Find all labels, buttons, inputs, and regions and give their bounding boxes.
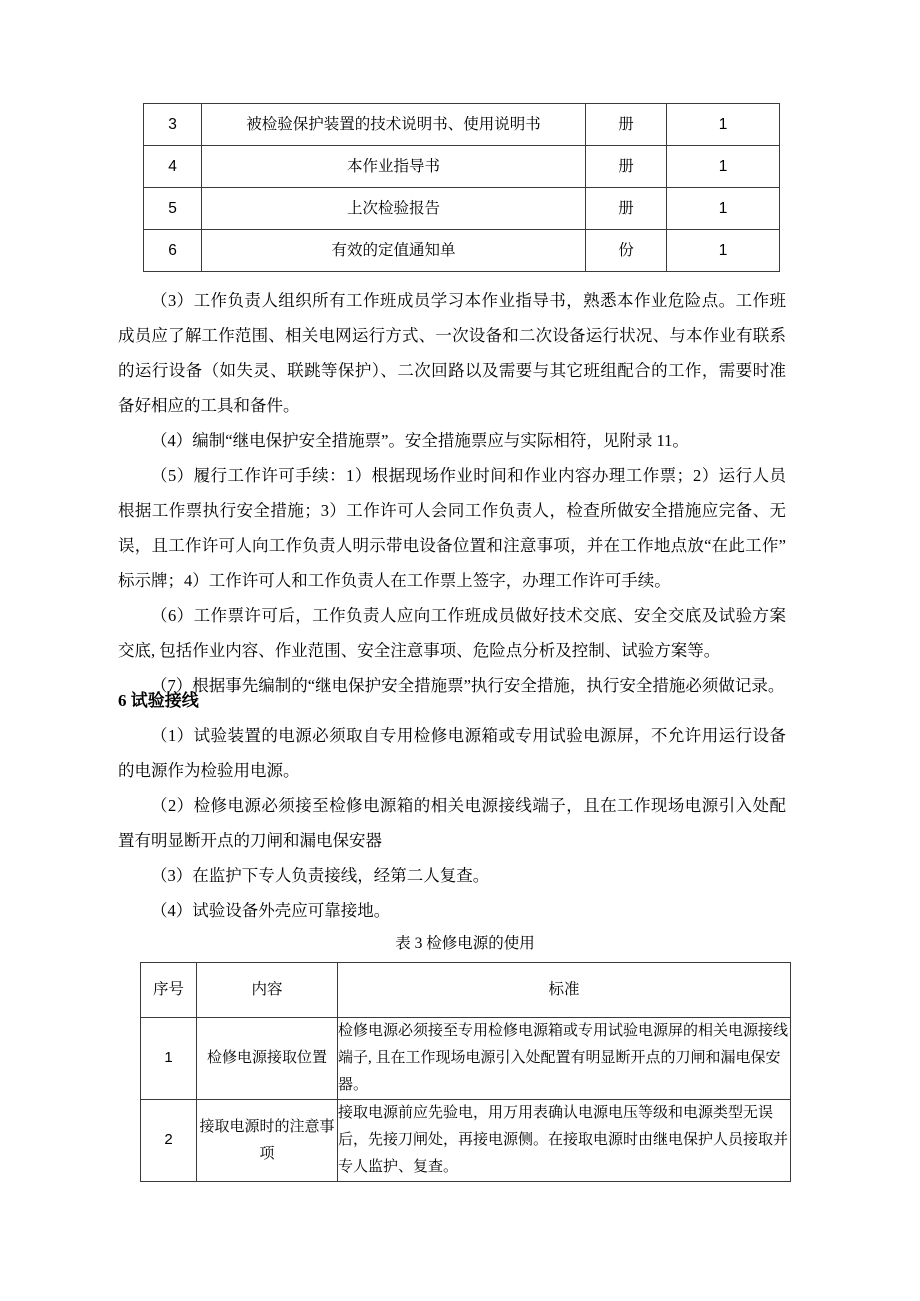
materials-row-qty: 1 xyxy=(667,104,780,146)
power-row-index: 2 xyxy=(141,1100,197,1182)
materials-row-index: 5 xyxy=(144,188,202,230)
materials-row-name: 被检验保护装置的技术说明书、使用说明书 xyxy=(202,104,586,146)
materials-row-index: 6 xyxy=(144,230,202,272)
materials-row-unit: 册 xyxy=(586,104,667,146)
materials-row-index: 4 xyxy=(144,146,202,188)
materials-table xyxy=(143,103,780,272)
preparation-paragraphs xyxy=(118,283,786,703)
materials-row-unit: 册 xyxy=(586,188,667,230)
power-row-content: 接取电源时的注意事项 xyxy=(197,1100,338,1182)
paragraph-5: （5）履行工作许可手续：1）根据现场作业时间和作业内容办理工作票；2）运行人员根据工作票执行安全措施；3）工作许可人会同工作负责人，检查所做安全措施应完备、无误，且工作许可人向工作负责人明示带电设备位置和注意事项，并在工作地点放“在此工作”标示牌；4）工作许可人和工作负责人在工作票上签字，办理工作许可手续。 xyxy=(118,466,786,590)
materials-row-name: 上次检验报告 xyxy=(202,188,586,230)
table-row xyxy=(144,230,780,272)
power-table-header-standard: 标准 xyxy=(338,963,791,1018)
table-row xyxy=(144,104,780,146)
power-row-standard: 接取电源前应先验电，用万用表确认电源电压等级和电源类型无误后，先接刀闸处，再接电源侧。在接取电源时由继电保护人员接取并专人监护、复查。 xyxy=(338,1100,791,1182)
section-heading-6: 6 试验接线 xyxy=(118,691,199,710)
table-header-row xyxy=(141,963,791,1018)
section-6-paragraphs xyxy=(118,718,786,928)
materials-row-name: 有效的定值通知单 xyxy=(202,230,586,272)
paragraph-6: （6）工作票许可后，工作负责人应向工作班成员做好技术交底、安全交底及试验方案交底, 包括作业内容、作业范围、安全注意事项、危险点分析及控制、试验方案等。 xyxy=(118,606,786,660)
power-row-index: 1 xyxy=(141,1018,197,1100)
paragraph-7: （7）根据事先编制的“继电保护安全措施票”执行安全措施，执行安全措施必须做记录。 xyxy=(151,676,785,695)
materials-row-name: 本作业指导书 xyxy=(202,146,586,188)
power-table-header-index: 序号 xyxy=(141,963,197,1018)
section-6-paragraph-3: （3）在监护下专人负责接线，经第二人复查。 xyxy=(151,866,490,885)
table-row xyxy=(144,146,780,188)
power-row-standard: 检修电源必须接至专用检修电源箱或专用试验电源屏的相关电源接线端子, 且在工作现场电源引入处配置有明显断开点的刀闸和漏电保安器。 xyxy=(338,1018,791,1100)
section-6-heading-wrap xyxy=(118,683,786,718)
section-6-paragraph-1: （1）试验装置的电源必须取自专用检修电源箱或专用试验电源屏，不允许用运行设备的电源作为检验用电源。 xyxy=(118,726,786,780)
section-6-paragraph-4: （4）试验设备外壳应可靠接地。 xyxy=(151,901,391,920)
power-row-content: 检修电源接取位置 xyxy=(197,1018,338,1100)
materials-row-qty: 1 xyxy=(667,146,780,188)
materials-row-index: 3 xyxy=(144,104,202,146)
materials-row-unit: 份 xyxy=(586,230,667,272)
power-table-caption: 表 3 检修电源的使用 xyxy=(395,935,535,952)
power-table-header-content: 内容 xyxy=(197,963,338,1018)
paragraph-3: （3）工作负责人组织所有工作班成员学习本作业指导书，熟悉本作业危险点。工作班成员应了解工作范围、相关电网运行方式、一次设备和二次设备运行状况、与本作业有联系的运行设备（如失灵、联跳等保护）、二次回路以及需要与其它班组配合的工作，需要时准备好相应的工具和备件。 xyxy=(118,291,786,415)
table-row xyxy=(144,188,780,230)
table-row xyxy=(141,1100,791,1182)
materials-row-qty: 1 xyxy=(667,188,780,230)
materials-row-qty: 1 xyxy=(667,230,780,272)
section-6-paragraph-2: （2）检修电源必须接至检修电源箱的相关电源接线端子，且在工作现场电源引入处配置有明显断开点的刀闸和漏电保安器 xyxy=(118,796,786,850)
materials-row-unit: 册 xyxy=(586,146,667,188)
paragraph-4: （4）编制“继电保护安全措施票”。安全措施票应与实际相符，见附录 11。 xyxy=(151,431,689,450)
table-row xyxy=(141,1018,791,1100)
power-supply-table xyxy=(140,962,791,1182)
